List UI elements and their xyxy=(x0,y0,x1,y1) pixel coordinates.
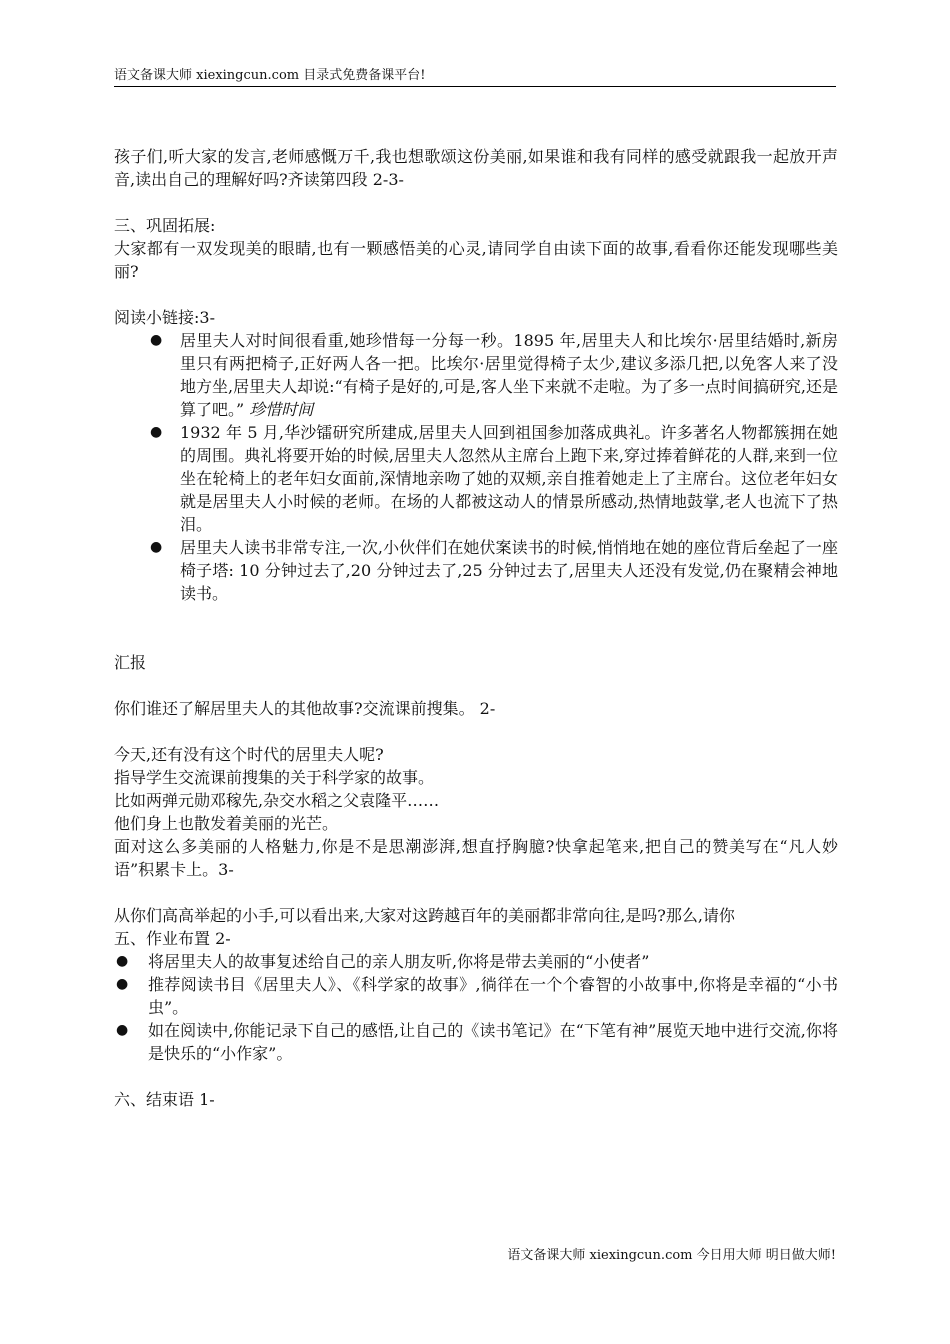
bullet-icon: ● xyxy=(116,976,129,992)
report-label: 汇报 xyxy=(114,653,147,672)
document-body xyxy=(114,145,838,1111)
story-text: 居里夫人对时间很看重,她珍惜每一分每一秒。1895 年,居里夫人和比埃尔·居里结婚时,新房里只有两把椅子,正好两人各一把。比埃尔·居里觉得椅子太少,建议多添几把,以免客人来了没地方坐,居里夫人却说:“有椅子是好的,可是,客人坐下来就不走啦。为了多一点时间搞研究,还是算了吧。” xyxy=(180,331,838,419)
reading-link-label: 阅读小链接:3- xyxy=(114,308,215,327)
paragraph-closing: 从你们高高举起的小手,可以看出来,大家对这跨越百年的美丽都非常向往,是吗?那么,请你 xyxy=(114,906,735,925)
list-item xyxy=(114,973,838,1019)
list-item xyxy=(114,329,838,421)
text-line: 今天,还有没有这个时代的居里夫人呢? xyxy=(114,745,384,764)
list-item xyxy=(114,1019,838,1065)
text-line: 他们身上也散发着美丽的光芒。 xyxy=(114,814,339,833)
page-header: 语文备课大师 xiexingcun.com 目录式免费备课平台! xyxy=(114,66,836,87)
story-text: 居里夫人读书非常专注,一次,小伙伴们在她伏案读书的时候,悄悄地在她的座位背后垒起了一座椅子塔: 10 分钟过去了,20 分钟过去了,25 分钟过去了,居里夫人还没有发觉,仍在聚精会神地读书。 xyxy=(180,538,838,603)
story-list xyxy=(114,329,838,605)
section-6-title: 六、结束语 1- xyxy=(114,1090,215,1109)
paragraph-intro: 孩子们,听大家的发言,老师感慨万千,我也想歌颂这份美丽,如果谁和我有同样的感受就跟我一起放开声音,读出自己的理解好吗?齐读第四段 2-3- xyxy=(114,147,838,189)
section-5-title: 五、作业布置 2- xyxy=(114,929,231,948)
homework-text: 如在阅读中,你能记录下自己的感悟,让自己的《读书笔记》在“下笔有神”展览天地中进行交流,你将是快乐的“小作家”。 xyxy=(148,1021,838,1063)
list-item xyxy=(114,421,838,536)
paragraph-prompt: 大家都有一双发现美的眼睛,也有一颗感悟美的心灵,请同学自由读下面的故事,看看你还能发现哪些美丽? xyxy=(114,239,838,281)
text-line: 比如两弹元勋邓稼先,杂交水稻之父袁隆平…… xyxy=(114,791,440,810)
homework-list xyxy=(114,950,838,1065)
bullet-icon: ● xyxy=(116,1022,129,1038)
text-line: 指导学生交流课前搜集的关于科学家的故事。 xyxy=(114,768,435,787)
list-item xyxy=(114,950,838,973)
homework-text: 推荐阅读书目《居里夫人》、《科学家的故事》,徜徉在一个个睿智的小故事中,你将是幸福的“小书虫”。 xyxy=(148,975,838,1017)
bullet-icon: ● xyxy=(150,424,163,440)
bullet-icon: ● xyxy=(150,332,163,348)
story-tag: 珍惜时间 xyxy=(249,400,314,419)
story-text: 1932 年 5 月,华沙镭研究所建成,居里夫人回到祖国参加落成典礼。许多著名人物都簇拥在她的周围。典礼将要开始的时候,居里夫人忽然从主席台上跑下来,穿过捧着鲜花的人群,来到一位坐在轮椅上的老年妇女面前,深情地亲吻了她的双颊,亲自推着她走上了主席台。这位老年妇女就是居里夫人小时候的老师。在场的人都被这动人的情景所感动,热情地鼓掌,老人也流下了热泪。 xyxy=(180,423,838,534)
text-line: 面对这么多美丽的人格魅力,你是不是思潮澎湃,想直抒胸臆?快拿起笔来,把自己的赞美写在“凡人妙语”积累卡上。3- xyxy=(114,837,838,879)
bullet-icon: ● xyxy=(116,953,129,969)
homework-text: 将居里夫人的故事复述给自己的亲人朋友听,你将是带去美丽的“小使者” xyxy=(148,952,650,971)
question-line: 你们谁还了解居里夫人的其他故事?交流课前搜集。 2- xyxy=(114,699,496,718)
bullet-icon: ● xyxy=(150,539,163,555)
section-3-title: 三、巩固拓展: xyxy=(114,216,216,235)
page-footer: 语文备课大师 xiexingcun.com 今日用大师 明日做大师! xyxy=(507,1248,836,1263)
list-item xyxy=(114,536,838,605)
